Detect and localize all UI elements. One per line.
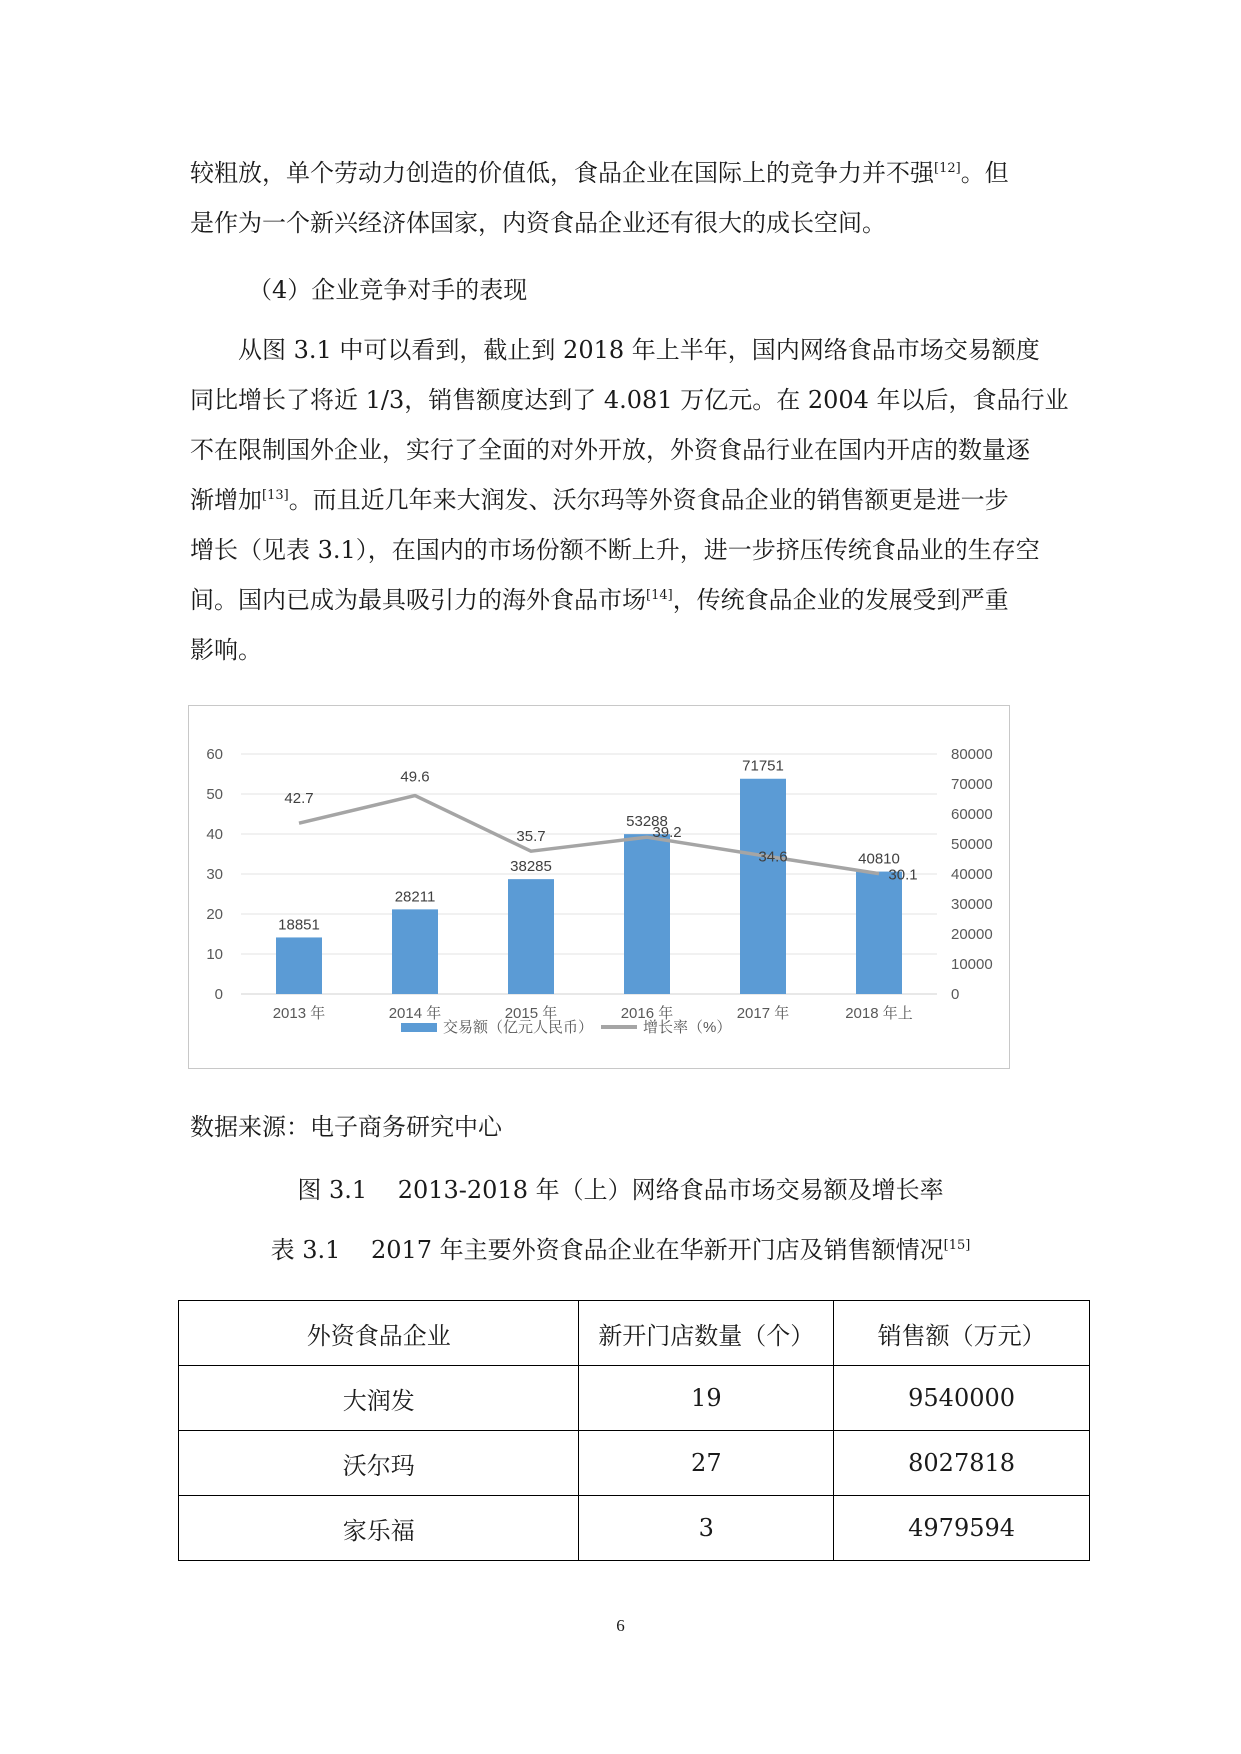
bar-data-label: 18851	[278, 916, 320, 934]
bar-data-label: 71751	[742, 757, 784, 775]
table-cell: 8027818	[834, 1431, 1090, 1496]
bar	[856, 872, 902, 994]
table-header-cell: 外资食品企业	[179, 1301, 579, 1366]
text-span: 渐增加	[190, 486, 262, 514]
line-data-label: 34.6	[758, 848, 788, 866]
table-cell: 27	[579, 1431, 834, 1496]
x-axis-tick-label: 2017 年	[736, 1005, 790, 1022]
bar	[392, 909, 438, 994]
figure-caption: 图 3.1 2013-2018 年（上）网络食品市场交易额及增长率	[297, 1176, 944, 1204]
left-axis-tick-label: 10	[206, 946, 223, 963]
table-cell: 19	[579, 1366, 834, 1431]
table-row	[179, 1431, 1090, 1496]
table-row	[179, 1366, 1090, 1431]
bar	[740, 779, 786, 994]
line-data-label: 42.7	[284, 790, 314, 808]
bar-data-label: 40810	[858, 850, 900, 868]
legend-label: 增长率（%）	[643, 1019, 732, 1036]
data-table	[178, 1300, 1090, 1561]
right-axis-tick-label: 20000	[951, 926, 993, 943]
left-axis-tick-label: 40	[206, 826, 223, 843]
table-cell: 家乐福	[179, 1496, 579, 1561]
table-header-cell: 新开门店数量（个）	[579, 1301, 834, 1366]
table-cell: 9540000	[834, 1366, 1090, 1431]
bar	[508, 879, 554, 994]
left-axis-tick-label: 60	[206, 746, 223, 763]
bar	[276, 937, 322, 994]
section-heading: （4）企业竞争对手的表现	[248, 276, 528, 304]
table-cell: 沃尔玛	[179, 1431, 579, 1496]
x-axis-tick-label: 2015 年	[504, 1005, 558, 1022]
table-row	[179, 1496, 1090, 1561]
citation-ref: [15]	[943, 1238, 971, 1253]
right-axis-tick-label: 0	[951, 986, 960, 1003]
bar-data-label: 53288	[626, 813, 668, 831]
x-axis-tick-label: 2013 年	[272, 1005, 326, 1022]
x-axis-tick-label: 2014 年	[388, 1005, 442, 1022]
right-axis-tick-label: 60000	[951, 806, 993, 823]
right-axis-tick-label: 80000	[951, 746, 993, 763]
paragraph-1	[190, 148, 1052, 248]
left-axis-tick-label: 30	[206, 866, 223, 883]
line-data-label: 39.2	[652, 824, 682, 842]
text-span: 间。国内已成为最具吸引力的海外食品市场	[190, 586, 646, 614]
bar-data-label: 28211	[394, 888, 436, 906]
right-axis-tick-label: 50000	[951, 836, 993, 853]
text-span: 。而且近几年来大润发、沃尔玛等外资食品企业的销售额更是进一步	[288, 486, 1009, 514]
chart-svg	[189, 706, 1009, 1068]
right-axis-tick-label: 70000	[951, 776, 993, 793]
combo-chart	[188, 705, 1010, 1069]
table-header-row	[179, 1301, 1090, 1366]
text-line: 影响。	[190, 636, 262, 664]
right-axis-tick-label: 40000	[951, 866, 993, 883]
growth-rate-line	[299, 796, 879, 874]
line-data-label: 35.7	[516, 828, 546, 846]
x-axis-tick-label: 2016 年	[620, 1005, 674, 1022]
bar	[624, 834, 670, 994]
text-line: 同比增长了将近 1/3，销售额度达到了 4.081 万亿元。在 2004 年以后，食品行业	[190, 386, 1069, 414]
line-data-label: 30.1	[888, 866, 918, 884]
citation-ref: [14]	[646, 588, 673, 603]
right-axis-tick-label: 30000	[951, 896, 993, 913]
citation-ref: [13]	[262, 488, 289, 503]
table-header-cell: 销售额（万元）	[834, 1301, 1090, 1366]
table-cell: 3	[579, 1496, 834, 1561]
left-axis-tick-label: 50	[206, 786, 223, 803]
table-caption	[0, 1225, 1241, 1275]
text-line: 从图 3.1 中可以看到，截止到 2018 年上半年，国内网络食品市场交易额度	[238, 336, 1040, 364]
left-axis-tick-label: 0	[214, 986, 223, 1003]
legend-label: 交易额（亿元人民币）	[443, 1019, 594, 1036]
text-line: 不在限制国外企业，实行了全面的对外开放，外资食品行业在国内开店的数量逐	[190, 436, 1030, 464]
x-axis-tick-label: 2018 年上	[845, 1005, 913, 1022]
legend-swatch-bar	[401, 1023, 437, 1032]
data-source-note: 数据来源：电子商务研究中心	[190, 1113, 502, 1141]
paragraph-2	[190, 325, 1069, 675]
table-cell: 大润发	[179, 1366, 579, 1431]
line-data-label: 49.6	[400, 768, 430, 786]
left-axis-tick-label: 20	[206, 906, 223, 923]
text-line: 增长（见表 3.1），在国内的市场份额不断上升，进一步挤压传统食品业的生存空	[190, 536, 1040, 564]
table-caption-text: 表 3.1 2017 年主要外资食品企业在华新开门店及销售额情况	[270, 1236, 944, 1264]
text-line: 是作为一个新兴经济体国家，内资食品企业还有很大的成长空间。	[190, 209, 886, 237]
text-span: ，传统食品企业的发展受到严重	[672, 586, 1009, 614]
citation-ref: [12]	[934, 161, 961, 176]
right-axis-tick-label: 10000	[951, 956, 993, 973]
text-span: 较粗放，单个劳动力创造的价值低，食品企业在国际上的竞争力并不强	[190, 159, 934, 187]
table-cell: 4979594	[834, 1496, 1090, 1561]
page-number: 6	[616, 1616, 625, 1635]
text-span: 。但	[960, 159, 1009, 187]
bar-data-label: 38285	[510, 858, 552, 876]
